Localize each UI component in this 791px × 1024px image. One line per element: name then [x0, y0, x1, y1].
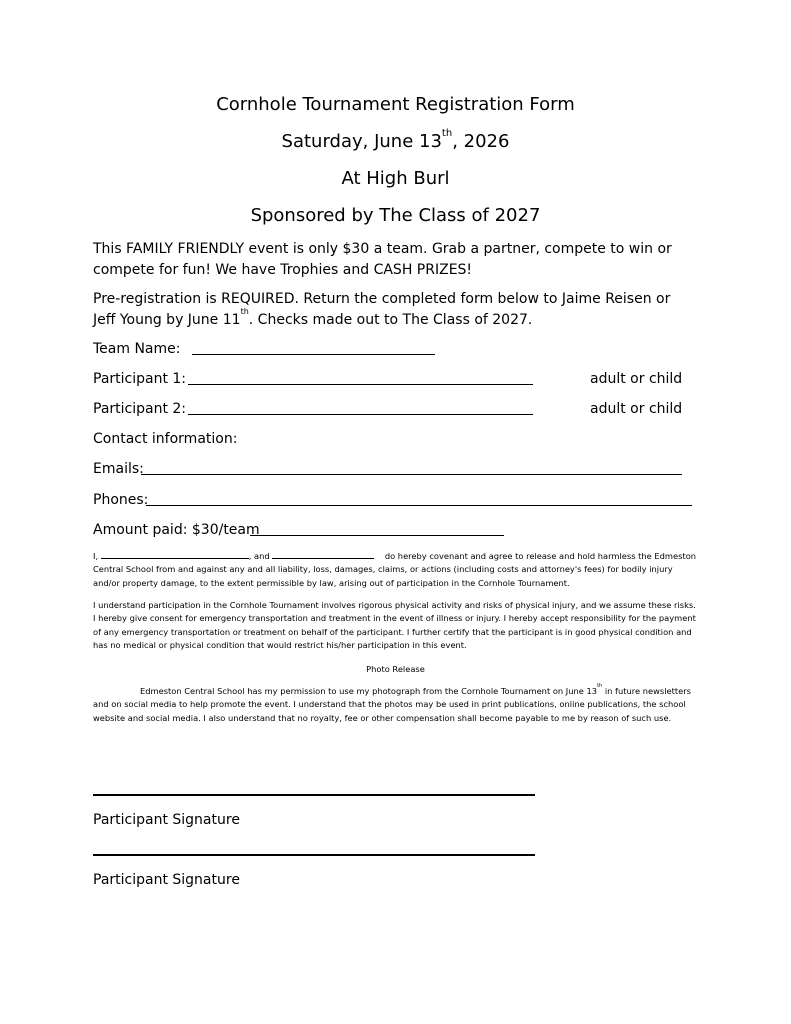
waiver-name2-field[interactable]: [272, 549, 374, 559]
intro-paragraph: This FAMILY FRIENDLY event is only $30 a team. Grab a partner, compete to win or compete for fun! We have Trophies and CASH PRIZES!: [93, 241, 672, 278]
event-date: [0, 128, 791, 153]
participant2-label: Participant 2:: [93, 401, 187, 417]
emails-field[interactable]: [141, 474, 682, 475]
contact-information-label: Contact information:: [93, 431, 238, 447]
emails-label: Emails:: [93, 461, 144, 477]
event-date-year: , 2026: [452, 131, 510, 152]
signature-line-1[interactable]: [93, 794, 535, 796]
waiver-release-text: do hereby covenant and agree to release and hold harmless the Edmeston Central School from and against any and all liability, loss, damages, claims, or actions (including costs and attorney's fees) for bodily injury and/or property damage, to the extent permissible by law, arising out of participation in the Cornhole Tournament.: [93, 551, 697, 588]
preregistration-paragraph: [93, 289, 693, 331]
participant2-field[interactable]: [188, 414, 533, 415]
participant1-field[interactable]: [188, 384, 533, 385]
participant2-age-option: adult or child: [590, 401, 683, 417]
signature-label-1: Participant Signature: [93, 812, 240, 828]
amount-paid-field[interactable]: [250, 535, 504, 536]
photo-release-text-continued: in future newsletters and on social media to help promote the event. I understand that the photos may be used in print publications, online publications, the school website and social media. I also understand that no royalty, fee or other compensation shall become payable to me by reason of such use.: [93, 686, 691, 723]
participant1-age-option: adult or child: [590, 371, 683, 387]
photo-release-heading: Photo Release: [366, 664, 425, 674]
phones-label: Phones:: [93, 492, 149, 508]
waiver-and: , and: [248, 551, 270, 561]
team-name-label: Team Name:: [93, 341, 181, 357]
signature-line-2[interactable]: [93, 854, 535, 856]
phones-field[interactable]: [146, 505, 692, 506]
photo-release-superscript: th: [597, 683, 603, 689]
form-title: Cornhole Tournament Registration Form: [216, 94, 575, 115]
event-date-superscript: th: [441, 128, 453, 139]
event-sponsor: Sponsored by The Class of 2027: [250, 205, 541, 226]
waiver-lead: I,: [93, 551, 99, 561]
preregistration-superscript: th: [240, 307, 249, 316]
event-date-text: Saturday, June 13: [281, 131, 442, 152]
photo-release-text: Edmeston Central School has my permission to use my photograph from the Cornhole Tournament on June 13: [140, 686, 598, 696]
participant1-label: Participant 1:: [93, 371, 187, 387]
waiver-name1-field[interactable]: [101, 549, 249, 559]
preregistration-checks: . Checks made out to The Class of 2027.: [248, 312, 533, 328]
risk-paragraph: I understand participation in the Cornhole Tournament involves rigorous physical activity and risks of physical injury, and we assume these risks. I hereby give consent for emergency transportation and treatment in the event of illness or injury. I hereby accept responsibility for the payment of any emergency transportation or treatment on behalf of the participant. I further certify that the participant is in good physical condition and has no medical or physical condition that would restrict his/her participation in this event.: [93, 600, 696, 651]
waiver-paragraph: [93, 549, 698, 590]
team-name-field[interactable]: [192, 354, 435, 355]
amount-paid-label: Amount paid: $30/team: [93, 522, 260, 538]
preregistration-text: Pre-registration is REQUIRED. Return the completed form below to Jaime Reisen or Jeff Young by June 11: [93, 291, 671, 328]
signature-label-2: Participant Signature: [93, 872, 240, 888]
event-location: At High Burl: [341, 168, 450, 189]
photo-release-paragraph: [93, 685, 698, 725]
